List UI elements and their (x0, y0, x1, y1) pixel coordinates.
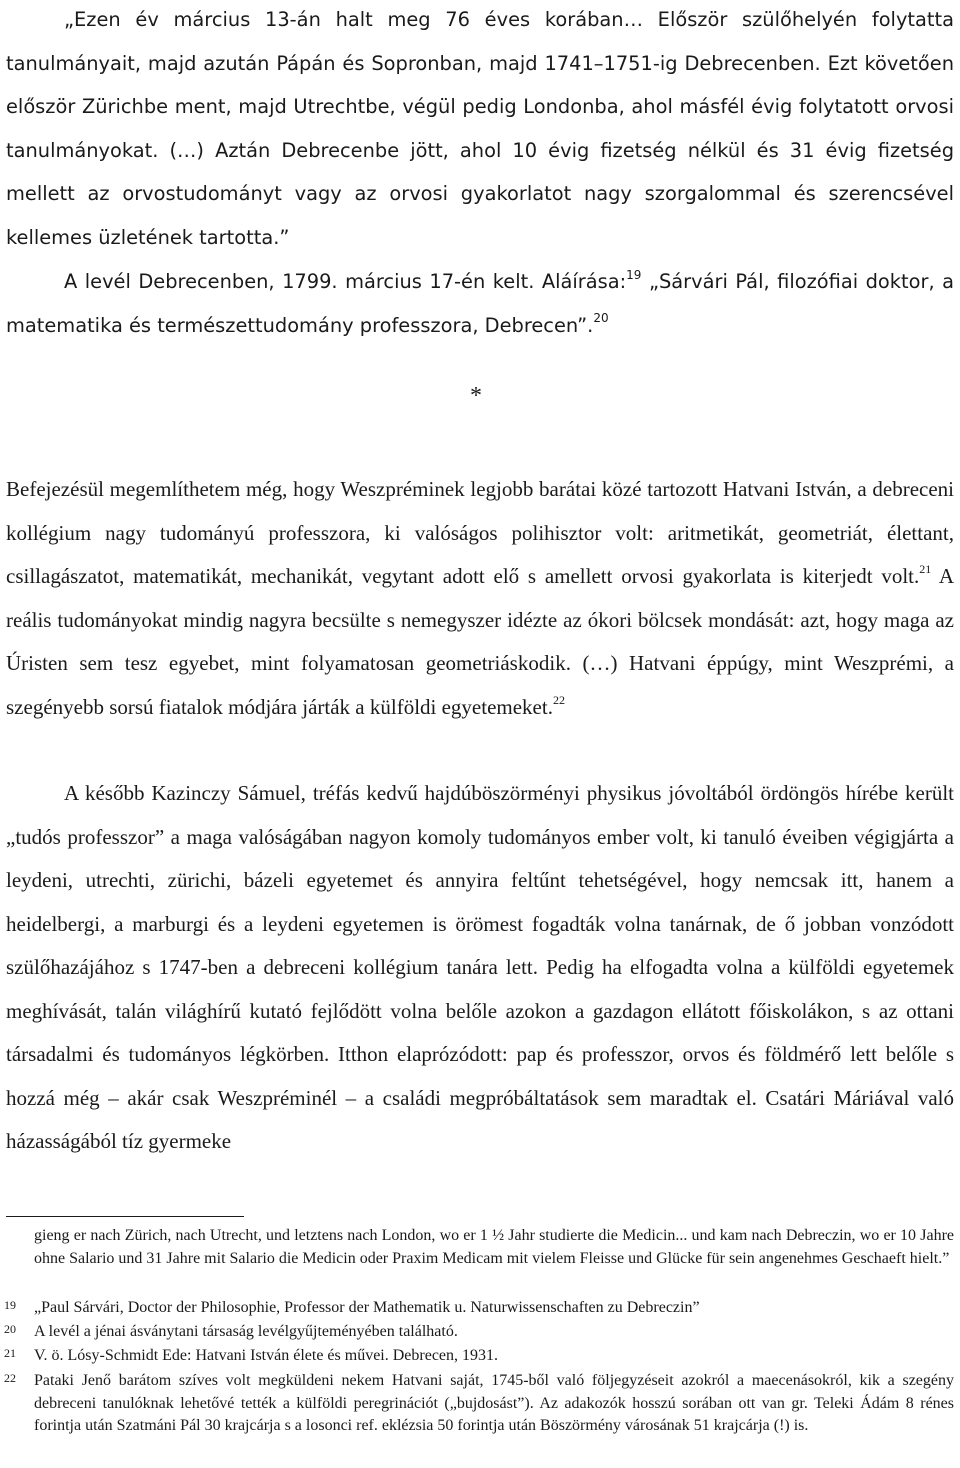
footnote-number-20: 20 (4, 1322, 16, 1336)
quote-text: „Ezen év március 13-án halt meg 76 éves korában… Először szülőhelyén folytatta tanulmányait, majd azután Pápán és Sopronban, majd 1741–1751-ig Debrecenben. Ezt követően először Zürichbe ment, majd Utrechtbe, végül pedig Londonba, ahol másfél évig folytatott orvosi tanulmányokat. (…) Aztán Debrecenbe jött, ahol 10 évig fizetség nélkül és 31 évig fizetség mellett az orvostudományt vagy az orvosi gyakorlatot nagy szorgalommal és szerencsével kellemes üzletének tartotta.” (6, 8, 954, 249)
paragraph-hatvani (6, 468, 954, 729)
footnote-19 (4, 1297, 954, 1320)
footnote-number-21: 21 (4, 1346, 16, 1360)
footnote-ref-19[interactable]: 19 (626, 267, 642, 282)
section-separator: * (470, 383, 482, 409)
footnote-number-19: 19 (4, 1298, 16, 1312)
paragraph-kazinczy (6, 772, 954, 1164)
footnote-continued-text: gieng er nach Zürich, nach Utrecht, und letztens nach London, wo er 1 ½ Jahr studierte die Medicin... und kam nach Debreczin, wo er 10 Jahre ohne Salario und 31 Jahre mit Salario die Medicin oder Praxim Medicam mit vielem Fleisse und Glücke für sein angenehmes Geschaeft hielt.” (34, 1227, 954, 1267)
footnote-text-20: A levél a jénai ásványtani társaság levélgyűjteményében található. (34, 1323, 458, 1340)
footnote-text-21: V. ö. Lósy-Schmidt Ede: Hatvani István élete és művei. Debrecen, 1931. (34, 1347, 499, 1364)
paragraph-kazinczy-text: A később Kazinczy Sámuel, tréfás kedvű hajdúböszörményi physikus jóvoltából ördöngös hírébe került „tudós professzor” a maga valóságában nagyon komoly tudományos ember volt, ki tanuló éveiben végigjárta a leydeni, utrechti, zürichi, bázeli egyetemet és annyira feltűnt tehetségével, hogy nemcsak itt, hanem a heidelbergi, a marburgi és a leydeni egyetemen is örömest fogadták volna tanárnak, de ő jobban vonzódott szülőhazájához s 1747-ben a debreceni kollégium tanára lett. Pedig ha elfogadta volna a külföldi egyetemek meghívását, talán világhírű kutató fejlődött volna belőle azokon a gazdagon ellátott főiskolákon, s az ottani társadalmi és tudományos légkörben. Itthon elaprózódott: pap és professzor, orvos és földmérő lett belőle s hozzá még – akár csak Weszpréminél – a családi megpróbáltatások sem maradtak el. Csatári Máriával való házasságából tíz gyermeke (6, 781, 954, 1153)
letter-paragraph (6, 260, 954, 347)
footnote-divider (6, 1216, 244, 1217)
quote-paragraph (6, 0, 954, 259)
paragraph-hatvani-b: A reális tudományokat mindig nagyra becsülte s nemegyszer idézte az ókori bölcsek mondását: azt, hogy maga az Úristen sem tesz egyebet, mint folyamatosan geometriáskodik. (…) Hatvani éppúgy, mint Weszprémi, a szegényebb sorsú fiatalok módjára járták a külföldi egyetemeket. (6, 564, 954, 719)
footnote-ref-20[interactable]: 20 (593, 311, 609, 326)
footnote-continued (34, 1225, 954, 1270)
letter-text-b: „Sárvári Pál, filozófiai doktor, a matematika és természettudomány professzora, Debrecen”. (6, 270, 954, 337)
footnote-21 (4, 1345, 954, 1368)
footnote-text-19: „Paul Sárvári, Doctor der Philosophie, Professor der Mathematik u. Naturwissenschaften zu Debreczin” (34, 1299, 700, 1316)
letter-text-a: A levél Debrecenben, 1799. március 17-én kelt. Aláírása: (64, 270, 627, 293)
footnote-22 (4, 1370, 954, 1438)
footnote-ref-22[interactable]: 22 (552, 692, 565, 707)
footnote-number-22: 22 (4, 1371, 16, 1385)
footnote-20 (4, 1321, 954, 1344)
footnote-ref-21[interactable]: 21 (919, 562, 932, 576)
footnote-text-22: Pataki Jenő barátom szíves volt megküldeni nekem Hatvani saját, 1745-ből való följegyzéseit azokról a maecenásokról, kik a szegény debreceni tanulóknak lehetővé tették a külföldi peregrinációt („bujdosást”). Az adakozók hosszú sorában ott van gr. Teleki Ádám 8 rénes forintja után Szatmáni Pál 30 krajcárja s a losonci ref. eklézsia 50 forintja után Böszörmény városának 51 krajcárja (!) is. (34, 1372, 954, 1434)
paragraph-hatvani-a: Befejezésül megemlíthetem még, hogy Weszpréminek legjobb barátai közé tartozott Hatvani István, a debreceni kollégium nagy tudományú professzora, ki valóságos polihisztor volt: aritmetikát, geometriát, élettant, csillagászatot, matematikát, mechanikát, vegytant adott elő s amellett orvosi gyakorlata is kiterjedt volt. (6, 477, 954, 588)
